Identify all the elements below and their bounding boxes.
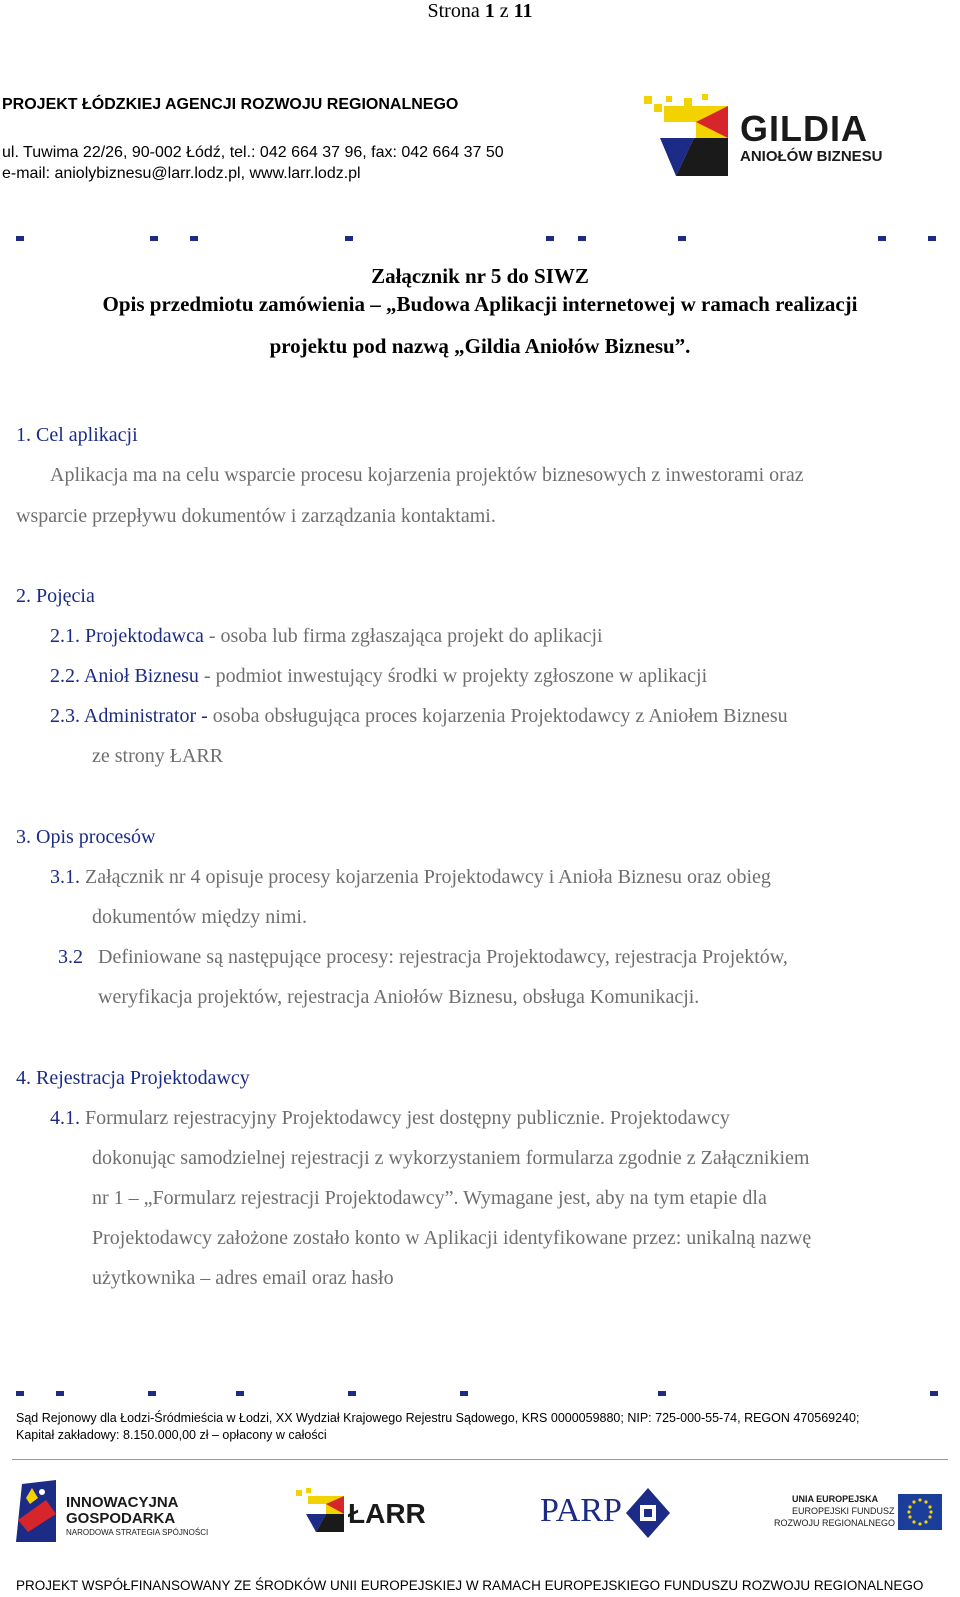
gildia-logo-title: GILDIA	[740, 108, 868, 149]
registration-text: nr 1 – „Formularz rejestracji Projektodawcy”. Wymagane jest, aby na tym etapie dla	[92, 1187, 767, 1209]
section-4-heading: 4. Rejestracja Projektodawcy	[16, 1067, 250, 1089]
larr-logo-mark	[296, 1488, 348, 1534]
definition-item: 2.2. Anioł Biznesu - podmiot inwestujący środki w projekty zgłoszone w aplikacji	[50, 665, 708, 687]
top-separator	[0, 236, 960, 241]
eu-logo: UNIA EUROPEJSKA EUROPEJSKI FUNDUSZ ROZWOJU REGIONALNEGO	[770, 1494, 942, 1544]
process-item: 3.2 Definiowane są następujące procesy: rejestracja Projektodawcy, rejestracja Projektów,	[58, 946, 788, 968]
eu-flag-icon	[898, 1494, 942, 1530]
definition-item: 2.1. Projektodawca - osoba lub firma zgłaszająca projekt do aplikacji	[50, 625, 603, 647]
registration-text: dokonując samodzielnej rejestracji z wykorzystaniem formularza zgodnie z Załącznikiem	[92, 1147, 810, 1169]
section-1-text-cont: wsparcie przepływu dokumentów i zarządzania kontaktami.	[16, 505, 496, 527]
header-org: PROJEKT ŁÓDZKIEJ AGENCJI ROZWOJU REGIONALNEGO	[2, 96, 459, 113]
footer-capital-info: Kapitał zakładowy: 8.150.000,00 zł – opłacony w całości	[16, 1428, 327, 1442]
registration-item: 4.1. Formularz rejestracyjny Projektodawcy jest dostępny publicznie. Projektodawcy	[50, 1107, 730, 1129]
larr-logo: ŁARR	[296, 1488, 446, 1538]
innowacyjna-gospodarka-logo: INNOWACYJNA GOSPODARKA NARODOWA STRATEGIA SPÓJNOŚCI	[16, 1480, 216, 1542]
process-item-cont: weryfikacja projektów, rejestracja Aniołów Biznesu, obsługa Komunikacji.	[98, 986, 700, 1008]
cofinancing-note: PROJEKT WSPÓŁFINANSOWANY ZE ŚRODKÓW UNII EUROPEJSKIEJ W RAMACH EUROPEJSKIEGO FUNDUSZU ROZWOJU REGIONALNEGO	[16, 1578, 924, 1593]
section-1-heading: 1. Cel aplikacji	[16, 424, 138, 446]
page-number: Strona 1 z 11	[427, 0, 533, 22]
header-email: e-mail: aniolybiznesu@larr.lodz.pl, www.larr.lodz.pl	[2, 165, 361, 182]
parp-logo: PARP	[540, 1488, 680, 1542]
process-item-cont: dokumentów między nimi.	[92, 906, 307, 928]
registration-text: Projektodawcy założone zostało konto w Aplikacji identyfikowane przez: unikalną nazwę	[92, 1227, 812, 1249]
doc-title-line1: Załącznik nr 5 do SIWZ	[371, 264, 589, 288]
doc-title-line2: Opis przedmiotu zamówienia – „Budowa Aplikacji internetowej w ramach realizacji	[102, 292, 858, 316]
gildia-logo	[644, 92, 944, 184]
section-1-text: Aplikacja ma na celu wsparcie procesu kojarzenia projektów biznesowych z inwestorami oraz	[50, 464, 804, 486]
definition-item: 2.3. Administrator - osoba obsługująca proces kojarzenia Projektodawcy z Aniołem Biznesu	[50, 705, 788, 727]
footer-divider	[12, 1459, 948, 1460]
footer-court-info: Sąd Rejonowy dla Łodzi-Śródmieścia w Łodzi, XX Wydział Krajowego Rejestru Sądowego, KRS 0000059880; NIP: 725-000-55-74, REGON 470569240;	[16, 1411, 860, 1425]
registration-text: użytkownika – adres email oraz hasło	[92, 1267, 394, 1289]
bottom-separator	[0, 1391, 960, 1396]
innowacyjna-gospodarka-mark	[16, 1480, 60, 1542]
header-address: ul. Tuwima 22/26, 90-002 Łódź, tel.: 042 664 37 96, fax: 042 664 37 50	[2, 144, 504, 161]
gildia-logo-subtitle: ANIOŁÓW BIZNESU	[740, 148, 883, 165]
section-2-heading: 2. Pojęcia	[16, 585, 95, 607]
parp-logo-mark	[626, 1488, 670, 1538]
section-3-heading: 3. Opis procesów	[16, 826, 156, 848]
process-item: 3.1. Załącznik nr 4 opisuje procesy kojarzenia Projektodawcy i Anioła Biznesu oraz obieg	[50, 866, 771, 888]
doc-title-line3: projektu pod nazwą „Gildia Aniołów Biznesu”.	[269, 334, 691, 358]
definition-item-cont: ze strony ŁARR	[92, 745, 224, 767]
